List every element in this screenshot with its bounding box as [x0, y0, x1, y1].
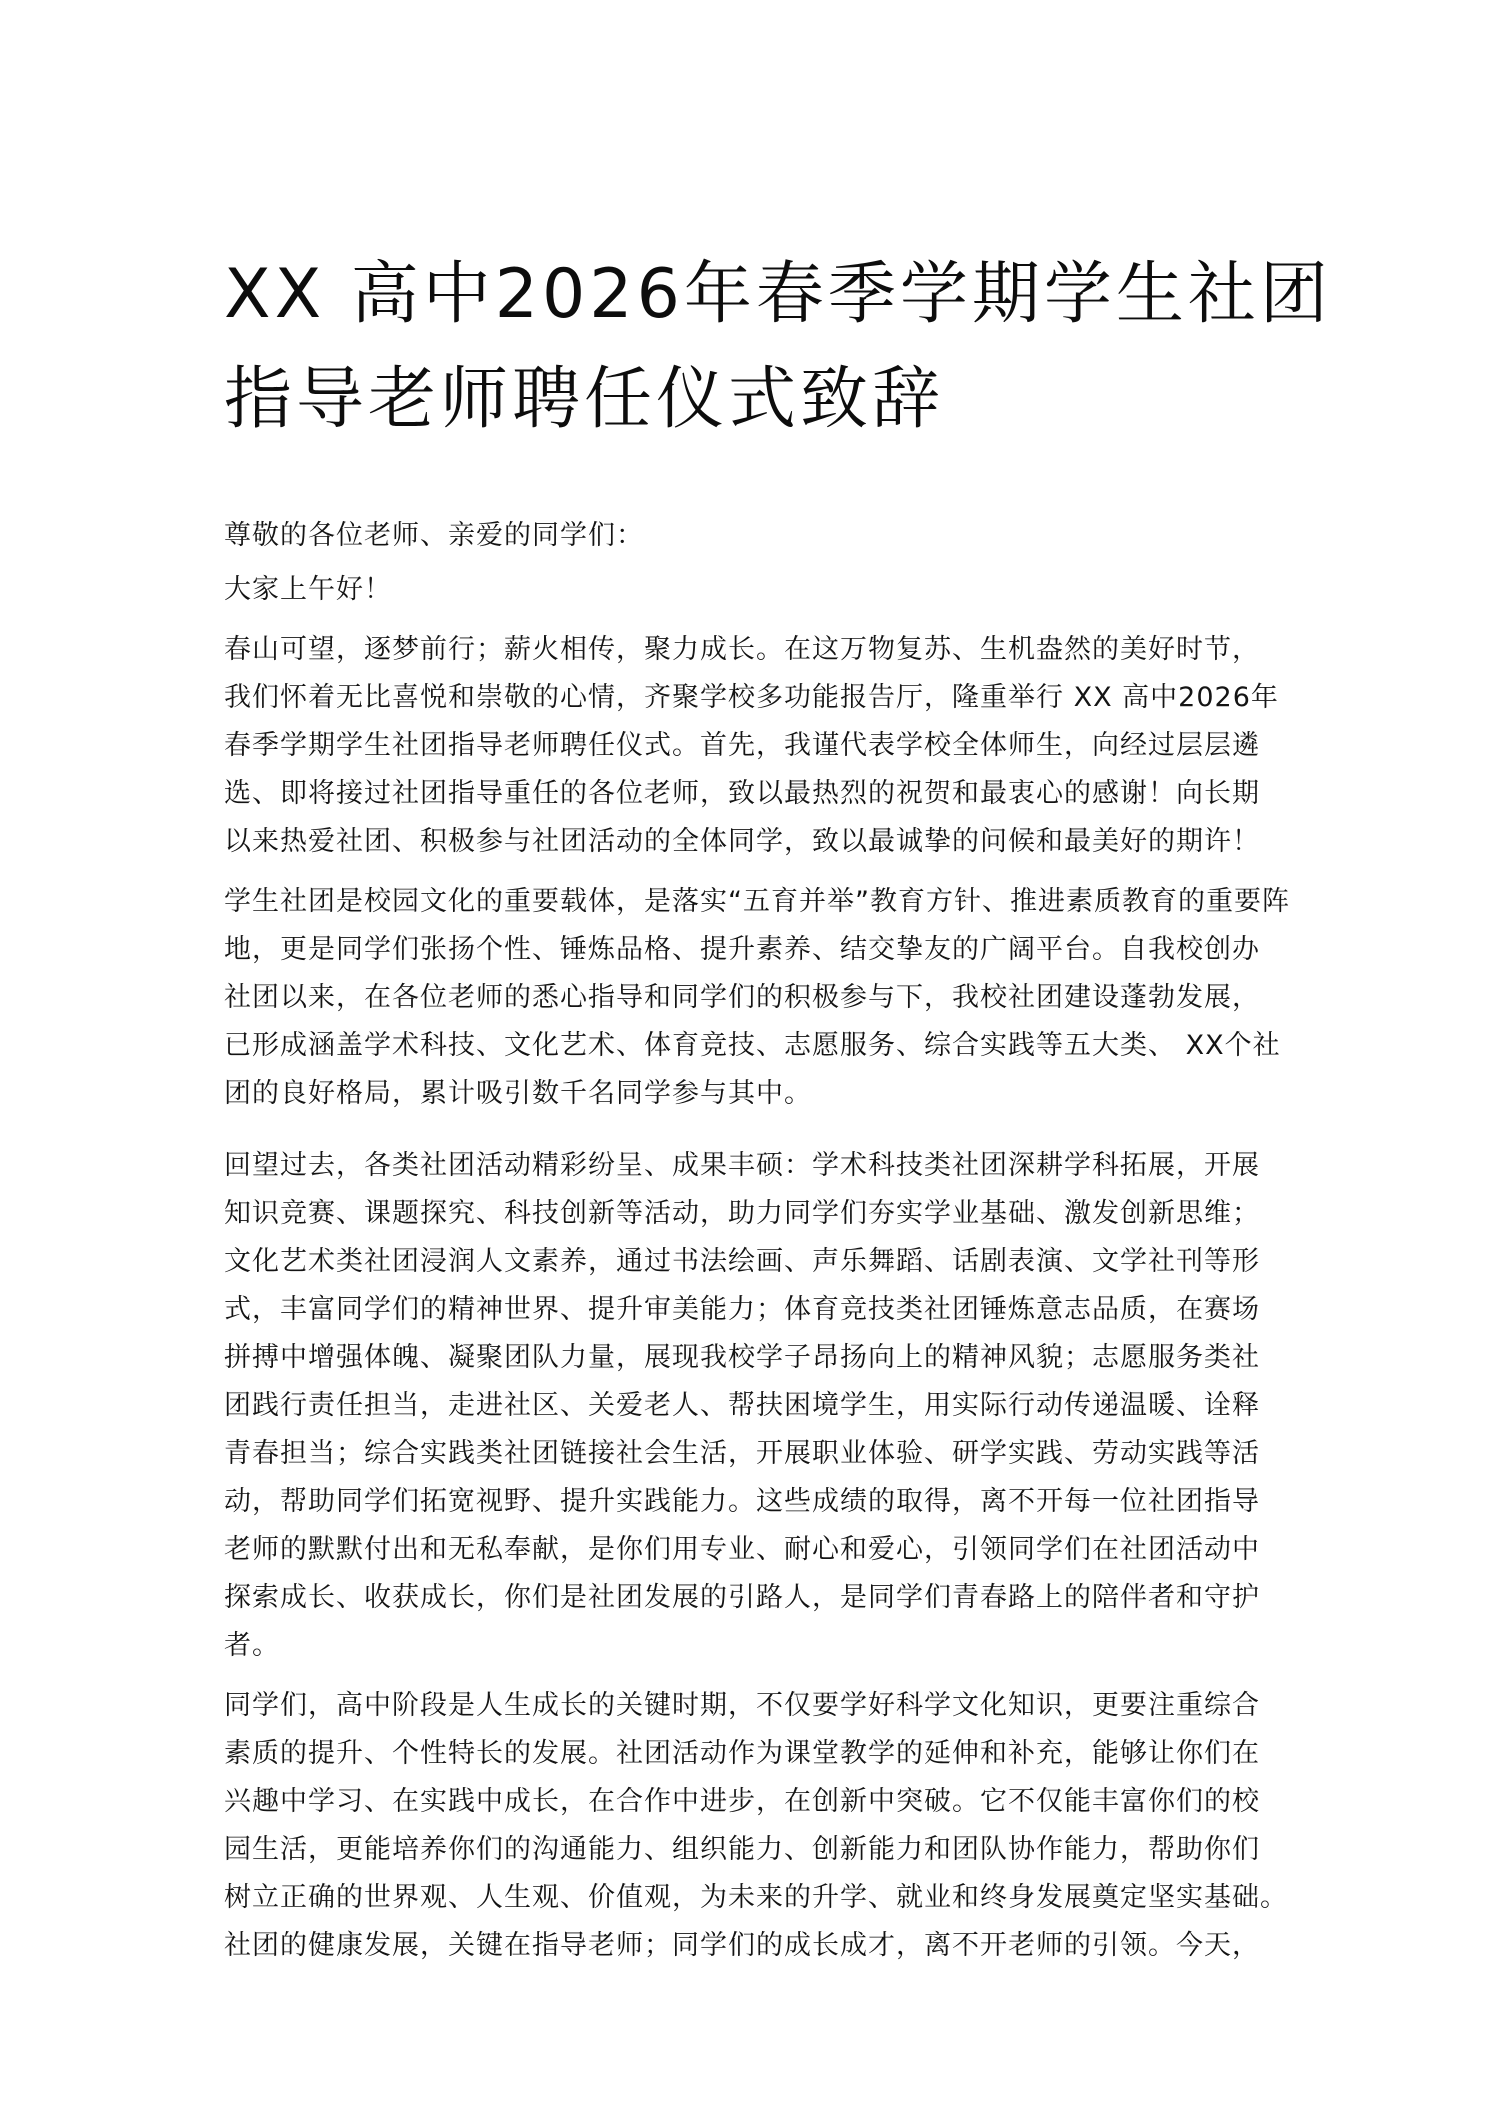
paragraph-line: 拼搏中增强体魄、凝聚团队力量，展现我校学子昂扬向上的精神风貌；志愿服务类社 — [224, 1342, 1260, 1373]
paragraph-line: 已形成涵盖学术科技、文化艺术、体育竞技、志愿服务、综合实践等五大类、 XX个社 — [224, 1030, 1281, 1061]
title-line: XX 高中2026年春季学期学生社团 — [224, 255, 1332, 334]
paragraph-line: 青春担当；综合实践类社团链接社会生活，开展职业体验、研学实践、劳动实践等活 — [224, 1438, 1260, 1469]
paragraph-line: 以来热爱社团、积极参与社团活动的全体同学，致以最诚挚的问候和最美好的期许！ — [224, 826, 1260, 857]
paragraph-line: 我们怀着无比喜悦和崇敬的心情，齐聚学校多功能报告厅，隆重举行 XX 高中2026年 — [224, 682, 1279, 713]
paragraph-line: 园生活，更能培养你们的沟通能力、组织能力、创新能力和团队协作能力，帮助你们 — [224, 1834, 1260, 1865]
paragraph-line: 探索成长、收获成长，你们是社团发展的引路人，是同学们青春路上的陪伴者和守护 — [224, 1582, 1260, 1613]
paragraph-line: 社团以来，在各位老师的悉心指导和同学们的积极参与下，我校社团建设蓬勃发展， — [224, 982, 1260, 1013]
document-title — [224, 242, 1332, 452]
paragraph-line: 回望过去，各类社团活动精彩纷呈、成果丰硕：学术科技类社团深耕学科拓展，开展 — [224, 1150, 1260, 1181]
paragraph-line: 团的良好格局，累计吸引数千名同学参与其中。 — [224, 1078, 812, 1109]
paragraph-line: 团践行责任担当，走进社区、关爱老人、帮扶困境学生，用实际行动传递温暖、诠释 — [224, 1390, 1260, 1421]
paragraph-line: 树立正确的世界观、人生观、价值观，为未来的升学、就业和终身发展奠定坚实基础。 — [224, 1882, 1288, 1913]
paragraph-line: 同学们，高中阶段是人生成长的关键时期，不仅要学好科学文化知识，更要注重综合 — [224, 1690, 1260, 1721]
paragraph-line: 老师的默默付出和无私奉献，是你们用专业、耐心和爱心，引领同学们在社团活动中 — [224, 1534, 1260, 1565]
paragraph-opening — [224, 626, 1294, 866]
paragraph-line: 地，更是同学们张扬个性、锤炼品格、提升素养、结交挚友的广阔平台。自我校创办 — [224, 934, 1260, 965]
salutation: 尊敬的各位老师、亲爱的同学们： — [224, 520, 644, 551]
paragraph-achievements — [224, 1142, 1294, 1670]
paragraph-line: 社团的健康发展，关键在指导老师；同学们的成长成才，离不开老师的引领。今天， — [224, 1930, 1260, 1961]
paragraph-students — [224, 1682, 1294, 1970]
title-line: 指导老师聘任仪式致辞 — [224, 360, 945, 439]
paragraph-line: 学生社团是校园文化的重要载体，是落实“五育并举”教育方针、推进素质教育的重要阵 — [224, 886, 1290, 917]
greeting: 大家上午好！ — [224, 574, 392, 605]
paragraph-line: 文化艺术类社团浸润人文素养，通过书法绘画、声乐舞蹈、话剧表演、文学社刊等形 — [224, 1246, 1260, 1277]
paragraph-line: 知识竞赛、课题探究、科技创新等活动，助力同学们夯实学业基础、激发创新思维； — [224, 1198, 1260, 1229]
paragraph-line: 者。 — [224, 1630, 280, 1661]
paragraph-line: 兴趣中学习、在实践中成长，在合作中进步，在创新中突破。它不仅能丰富你们的校 — [224, 1786, 1260, 1817]
document-body — [224, 512, 1294, 1970]
paragraph-line: 选、即将接过社团指导重任的各位老师，致以最热烈的祝贺和最衷心的感谢！向长期 — [224, 778, 1260, 809]
paragraph-line: 春山可望，逐梦前行；薪火相传，聚力成长。在这万物复苏、生机盎然的美好时节， — [224, 634, 1260, 665]
paragraph-line: 春季学期学生社团指导老师聘任仪式。首先，我谨代表学校全体师生，向经过层层遴 — [224, 730, 1260, 761]
paragraph-clubs-overview — [224, 878, 1294, 1118]
paragraph-line: 素质的提升、个性特长的发展。社团活动作为课堂教学的延伸和补充，能够让你们在 — [224, 1738, 1260, 1769]
paragraph-line: 式，丰富同学们的精神世界、提升审美能力；体育竞技类社团锤炼意志品质，在赛场 — [224, 1294, 1260, 1325]
paragraph-line: 动，帮助同学们拓宽视野、提升实践能力。这些成绩的取得，离不开每一位社团指导 — [224, 1486, 1260, 1517]
